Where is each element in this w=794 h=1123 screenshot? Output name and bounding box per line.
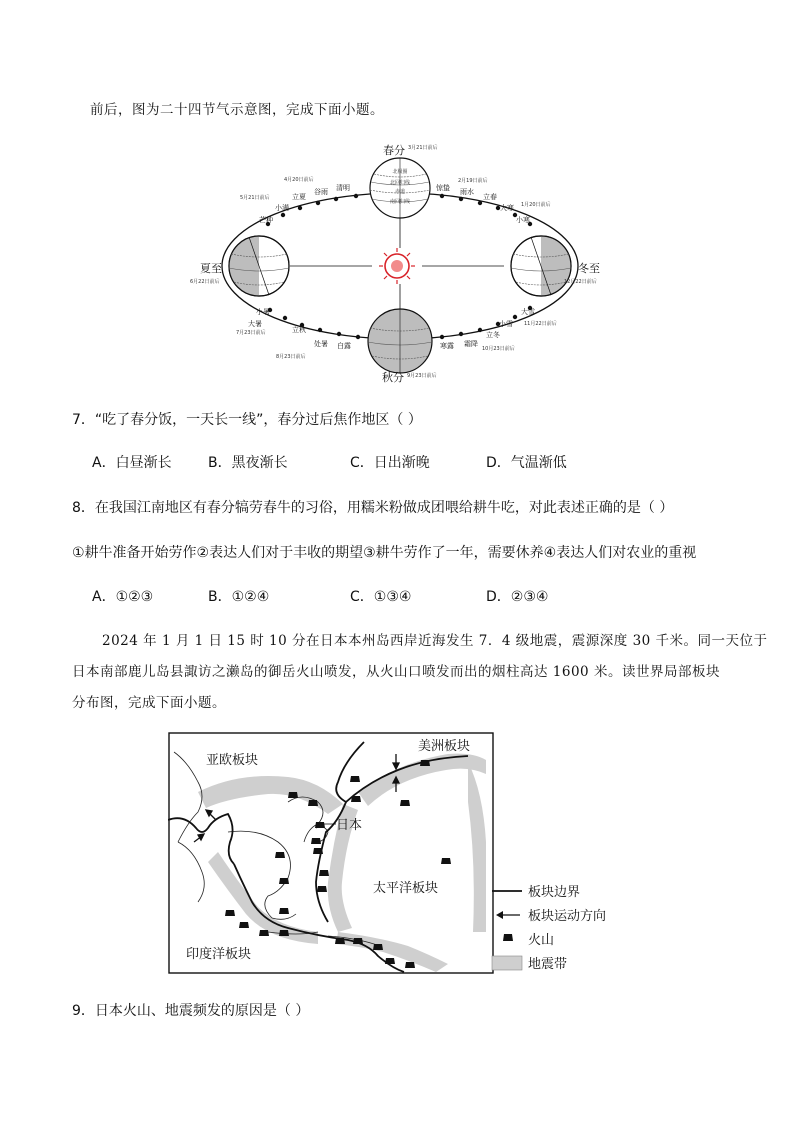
legend-motion-label: 板块运动方向 xyxy=(528,909,607,924)
q7-option-d[interactable]: D．气温渐低 xyxy=(486,455,567,471)
date-jan20: 1月20日前后 xyxy=(521,202,551,208)
globe-winter xyxy=(511,236,571,296)
q8-option-c[interactable]: C．①③④ xyxy=(350,589,412,605)
term-xiaohan: 小寒 xyxy=(516,216,530,224)
question-9-stem: 9．日本火山、地震频发的原因是（ ） xyxy=(72,1003,310,1019)
label-autumn: 秋分 xyxy=(382,371,404,384)
date-aug23: 8月23日前后 xyxy=(276,354,306,360)
plate-map xyxy=(168,732,494,974)
question-8-stem: 8．在我国江南地区有春分犒劳春牛的习俗，用糯米粉做成团喂给耕牛吃，对此表述正确的是（ ） xyxy=(72,500,674,516)
term-mangzhong: 芒种 xyxy=(259,216,273,224)
globe-spring xyxy=(370,158,430,218)
label-winter: 冬至 xyxy=(578,262,600,275)
term-xiaoman: 小满 xyxy=(275,204,289,212)
plate-map-legend xyxy=(490,880,630,975)
term-guyu: 谷雨 xyxy=(314,188,328,196)
legend-quake-swatch xyxy=(492,956,522,970)
date-summer: 6月22日前后 xyxy=(190,279,220,285)
quake-intro-line2: 日本南部鹿儿岛县諏访之濑岛的御岳火山喷发，从火山口喷发而出的烟柱高达 1600 米。读世界局部板块 xyxy=(72,664,720,680)
q7-option-a[interactable]: A．白昼渐长 xyxy=(92,455,172,471)
label-summer: 夏至 xyxy=(200,262,222,275)
term-xiaoshu: 小暑 xyxy=(256,308,270,316)
date-apr20: 4月20日前后 xyxy=(284,177,314,183)
term-shuangjiang: 霜降 xyxy=(464,340,478,348)
term-hanlu: 寒露 xyxy=(440,342,454,350)
term-yushui: 雨水 xyxy=(460,188,474,196)
legend-volcano-label: 火山 xyxy=(528,933,555,948)
term-lixia: 立夏 xyxy=(292,193,306,201)
date-may21: 5月21日前后 xyxy=(240,195,270,201)
legend-arrow-icon xyxy=(496,911,503,919)
date-feb19: 2月19日前后 xyxy=(458,178,488,184)
q7-option-b[interactable]: B．黑夜渐长 xyxy=(208,455,288,471)
label-pacific-plate: 太平洋板块 xyxy=(373,881,439,896)
date-jul23: 7月23日前后 xyxy=(236,330,266,336)
line-arctic-label: 北极圈 xyxy=(392,169,408,175)
q8-option-b[interactable]: B．①②④ xyxy=(208,589,270,605)
date-autumn: 9月23日前后 xyxy=(407,373,437,379)
term-bailu: 白露 xyxy=(337,342,351,350)
globe-summer xyxy=(229,236,289,296)
legend-boundary-label: 板块边界 xyxy=(528,885,581,900)
q7-option-c[interactable]: C．日出渐晚 xyxy=(350,455,430,471)
line-equator-label: 赤道 xyxy=(394,189,406,195)
date-oct23: 10月23日前后 xyxy=(482,346,515,352)
term-qingming: 清明 xyxy=(336,184,350,192)
line-cancer-label: 北回归线 xyxy=(389,180,411,186)
q8-option-a[interactable]: A．①②③ xyxy=(92,589,154,605)
globe-autumn xyxy=(368,309,432,373)
date-nov22: 11月22日前后 xyxy=(524,321,557,327)
line-capricorn-label: 南回归线 xyxy=(389,199,411,205)
term-daxue: 大雪 xyxy=(521,308,535,316)
legend-quake-label: 地震带 xyxy=(528,957,568,972)
term-liqiu: 立秋 xyxy=(292,326,306,334)
quake-intro-line1: 2024 年 1 月 1 日 15 时 10 分在日本本州岛西岸近海发生 7．4 级地震，震源深度 30 千米。同一天位于 xyxy=(102,633,768,649)
quake-intro-line3: 分布图，完成下面小题。 xyxy=(72,695,226,711)
term-xiaoxue: 小雪 xyxy=(499,320,513,328)
label-spring: 春分 xyxy=(383,144,405,157)
question-7-stem: 7．“吃了春分饭，一天长一线”，春分过后焦作地区（ ） xyxy=(72,412,422,428)
label-eurasian-plate: 亚欧板块 xyxy=(206,753,259,768)
term-chushu: 处暑 xyxy=(314,340,328,348)
date-winter: 12月22日前后 xyxy=(564,279,597,285)
label-indian-plate: 印度洋板块 xyxy=(186,947,252,962)
solar-terms-figure xyxy=(186,136,611,386)
label-japan: 日本 xyxy=(336,818,363,833)
term-jingzhe: 惊蛰 xyxy=(436,184,450,192)
term-lichun: 立春 xyxy=(483,193,497,201)
date-spring: 3月21日前后 xyxy=(408,145,438,151)
term-lidong: 立冬 xyxy=(486,331,500,339)
q8-option-d[interactable]: D．②③④ xyxy=(486,589,549,605)
term-dashu: 大暑 xyxy=(248,320,262,328)
volcano-icon xyxy=(503,934,513,941)
question-8-statements: ①耕牛准备开始劳作②表达人们对于丰收的期望③耕牛劳作了一年，需要休养④表达人们对农业的重视 xyxy=(72,545,697,561)
intro-text: 前后，图为二十四节气示意图，完成下面小题。 xyxy=(90,102,384,118)
label-american-plate: 美洲板块 xyxy=(418,739,471,754)
term-dahan: 大寒 xyxy=(500,204,514,212)
sun-icon xyxy=(379,248,415,284)
